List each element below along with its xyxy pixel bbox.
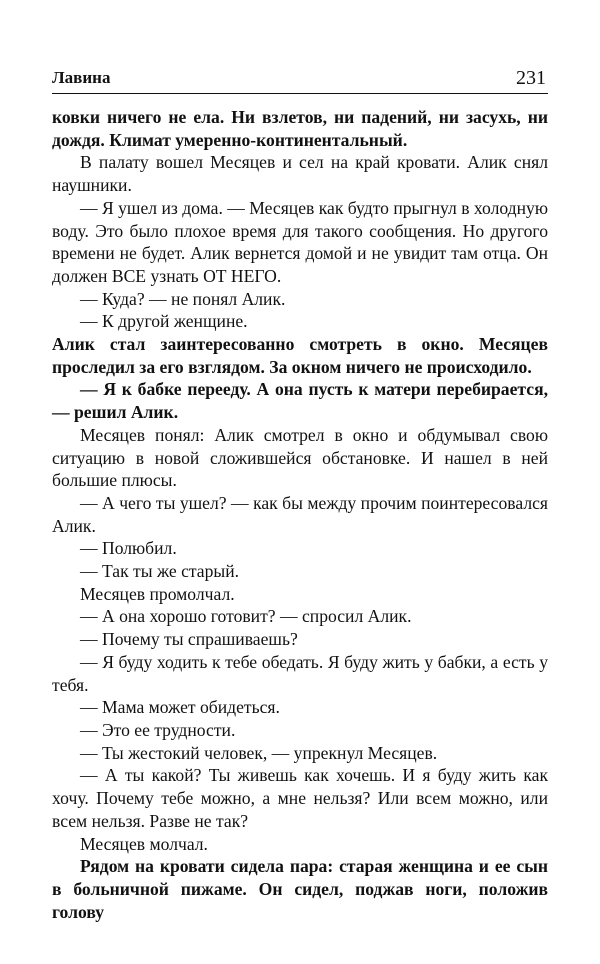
page-number: 231 (516, 67, 546, 89)
paragraph: — Так ты же старый. (80, 561, 240, 582)
paragraph: — А она хорошо готовит? — спросил Алик. (80, 606, 412, 627)
body-text (52, 106, 548, 923)
paragraph: — А ты какой? Ты живешь как хочешь. И я буду жить как хочу. Почему тебе можно, а мне нельзя? Или всем можно, или всем нельзя. Разве не так? (52, 765, 548, 831)
paragraph: — Куда? — не понял Алик. (80, 288, 286, 309)
paragraph: — Это ее трудности. (80, 719, 236, 740)
paragraph: — Полюбил. (80, 538, 177, 559)
paragraph: Месяцев понял: Алик смотрел в окно и обдумывал свою ситуацию в новой сложившейся обстановке. И нашел в ней большие плюсы. (52, 424, 548, 491)
paragraph: — Почему ты спрашиваешь? (80, 629, 298, 650)
paragraph: ковки ничего не ела. Ни взлетов, ни падений, ни засухь, ни дождя. Климат умеренно-континентальный. (52, 107, 548, 150)
paragraph: — А чего ты ушел? — как бы между прочим поинтересовался Алик. (52, 492, 548, 536)
paragraph: Рядом на кровати сидела пара: старая женщина и ее сын в больничной пижаме. Он сидел, поджав ноги, положив голову (52, 856, 548, 922)
paragraph: — Мама может обидеться. (80, 697, 280, 718)
paragraph: Месяцев молчал. (80, 833, 208, 854)
paragraph: — Я ушел из дома. — Месяцев как будто прыгнул в холодную воду. Это было плохое время для такого сообщения. Но другого времени не будет. Алик вернется домой и не увидит там отца. Он должен ВСЕ узнать ОТ НЕГО. (52, 197, 548, 286)
paragraph: — Я буду ходить к тебе обедать. Я буду жить у бабки, а есть у тебя. (52, 651, 548, 695)
header-title: Лавина (52, 68, 111, 87)
paragraph: — К другой женщине. (80, 311, 248, 332)
paragraph: Алик стал заинтересованно смотреть в окно. Месяцев проследил за его взглядом. За окном ничего не происходило. (52, 334, 548, 377)
paragraph: — Я к бабке перееду. А она пусть к матери перебирается, — решил Алик. (52, 379, 548, 423)
header-rule (52, 93, 548, 94)
paragraph: В палату вошел Месяцев и сел на край кровати. Алик снял наушники. (52, 152, 548, 196)
paragraph: — Ты жестокий человек, — упрекнул Месяцев. (80, 742, 438, 763)
paragraph: Месяцев промолчал. (80, 583, 235, 604)
running-header (52, 64, 548, 94)
